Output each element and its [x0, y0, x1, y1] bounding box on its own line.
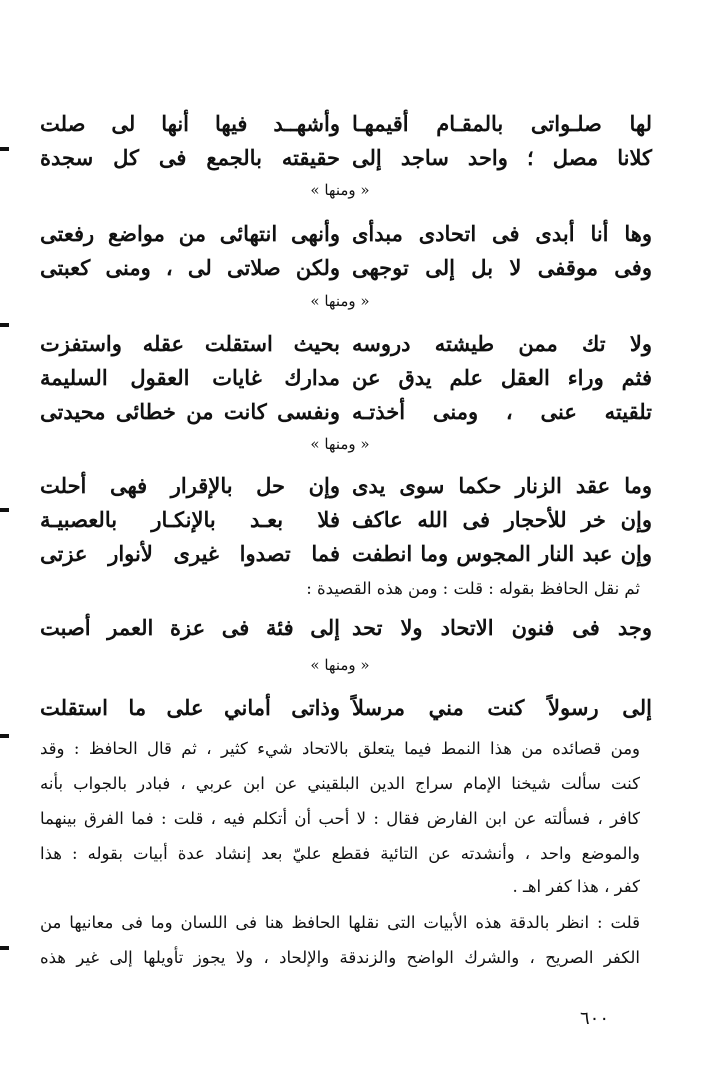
- verse-line: [40, 534, 652, 574]
- section-heading: « ومنها »: [310, 656, 370, 674]
- verse-line: [40, 138, 652, 178]
- verse-first-hemistich: فثم وراء العقل علم يدق عن: [352, 365, 652, 390]
- verse-first-hemistich: لها صلـواتى بالمقـام أقيمهـا: [352, 111, 652, 136]
- verse-second-hemistich: مدارك غايات العقول السليمة: [40, 365, 340, 390]
- verse-first-hemistich: ولا تك ممن طيشته دروسه: [352, 331, 652, 356]
- verse-first-hemistich: كلانا مصل ؛ واحد ساجد إلى: [352, 145, 652, 170]
- verse-first-hemistich: تلقيته عنى ، ومنى أخذتـه: [352, 399, 652, 424]
- prose-line: والموضع واحد ، وأنشدته عن التائية فقطع عليّ بعد إنشاد عدة أبيات بقوله : هذا: [40, 844, 640, 863]
- section-heading: « ومنها »: [310, 292, 370, 310]
- prose-line: قلت : انظر بالدقة هذه الأبيات التى نقلها الحافظ هنا فى اللسان وما فى معانيها من: [40, 913, 640, 932]
- prose-line: كافر ، فسألته عن ابن الفارض فقال : لا أحب أن أتكلم فيه ، قلت : فما الفرق بينهما: [40, 809, 640, 828]
- page-number: ٦٠٠: [580, 1008, 610, 1029]
- margin-mark: [0, 323, 9, 327]
- verse-first-hemistich: وإن عبد النار المجوس وما انطفت: [352, 541, 652, 566]
- verse-second-hemistich: بحيث استقلت عقله واستفزت: [40, 331, 340, 356]
- section-heading: « ومنها »: [310, 435, 370, 453]
- verse-line: [40, 608, 652, 648]
- verse-line: [40, 392, 652, 432]
- prose-line: ثم نقل الحافظ بقوله : قلت : ومن هذه القصيدة :: [306, 579, 640, 598]
- margin-mark: [0, 946, 9, 950]
- verse-second-hemistich: حقيقته بالجمع فى كل سجدة: [40, 145, 340, 170]
- prose-line: كفر ، هذا كفر اهـ .: [512, 877, 640, 896]
- verse-first-hemistich: وجد فى فنون الاتحاد ولا تحد: [352, 615, 652, 640]
- verse-first-hemistich: وإن خر للأحجار فى الله عاكف: [352, 507, 652, 532]
- verse-second-hemistich: وأشهــد فيها أنها لى صلت: [40, 111, 340, 136]
- verse-first-hemistich: وفى موقفى لا بل إلى توجهى: [352, 255, 652, 280]
- verse-second-hemistich: وأنهى انتهائى من مواضع رفعتى: [40, 221, 340, 246]
- verse-first-hemistich: إلى رسولاً كنت مني مرسلاً: [352, 695, 652, 720]
- verse-second-hemistich: وإن حل بالإقرار فهى أحلت: [40, 473, 340, 498]
- verse-second-hemistich: فلا بعـد بالإنكـار بالعصبيـة: [40, 507, 340, 532]
- verse-line: [40, 248, 652, 288]
- verse-second-hemistich: فما تصدوا غيرى لأنوار عزتى: [40, 541, 340, 566]
- margin-mark: [0, 508, 9, 512]
- verse-first-hemistich: وما عقد الزنار حكما سوى يدى: [352, 473, 652, 498]
- verse-second-hemistich: إلى فئة فى عزة العمر أصبت: [40, 615, 340, 640]
- verse-line: [40, 688, 652, 728]
- margin-mark: [0, 734, 9, 738]
- margin-mark: [0, 147, 9, 151]
- prose-line: ومن قصائده من هذا النمط فيما يتعلق بالاتحاد شيء كثير ، ثم قال الحافظ : وقد: [40, 739, 640, 758]
- section-heading: « ومنها »: [310, 181, 370, 199]
- verse-second-hemistich: ولكن صلاتى لى ، ومنى كعبتى: [40, 255, 340, 280]
- prose-line: الكفر الصريح ، والشرك الواضح والزندقة والإلحاد ، ولا يجوز تأويلها إلى غير هذه: [40, 948, 640, 967]
- verse-second-hemistich: ونفسى كانت من خطائى محيدتى: [40, 399, 340, 424]
- verse-first-hemistich: وها أنا أبدى فى اتحادى مبدأى: [352, 221, 652, 246]
- verse-second-hemistich: وذاتى أماني على ما استقلت: [40, 695, 340, 720]
- prose-line: كنت سألت شيخنا الإمام سراج الدين البلقيني عن ابن عربي ، فبادر بالجواب بأنه: [40, 774, 640, 793]
